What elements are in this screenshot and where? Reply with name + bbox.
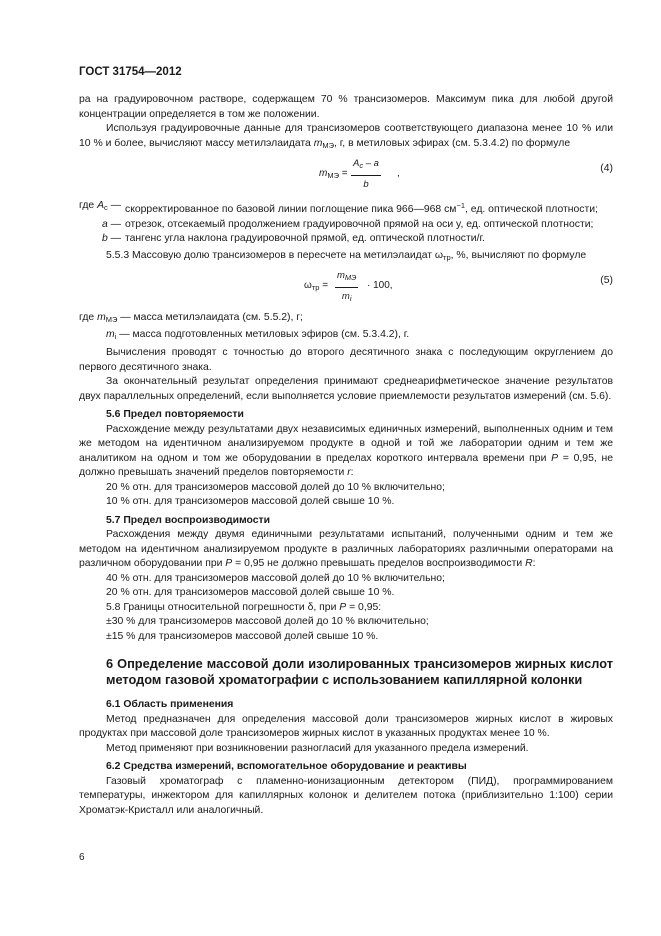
paragraph: [79, 122, 613, 153]
formula-lhs: [319, 167, 348, 184]
variable: m: [319, 168, 328, 179]
variable: m: [97, 312, 106, 323]
document-body: [79, 93, 613, 818]
paragraph: Метод предназначен для определения массовой доли трансизомеров жирных кислот в жировых продуктах при массовой доле трансизомеров жирных кислот в указанных продуктах менее 10 %.: [79, 713, 613, 739]
term-prefix: где: [79, 200, 98, 211]
fraction-numerator: [351, 157, 381, 176]
paragraph-text: 5.8 Границы относительной погрешности δ, при: [106, 601, 340, 613]
variable: m: [106, 328, 115, 340]
definition-description: [125, 199, 613, 218]
chapter-heading: 6 Определение массовой доли изолированных трансизомеров жирных кислот методом газовой хроматографии с использованием капиллярной колонки: [106, 656, 613, 687]
variable: P: [225, 558, 233, 569]
variable: ω: [434, 249, 444, 261]
variable-subscript: c: [104, 203, 108, 212]
definition-term: [79, 199, 125, 218]
paragraph-text: :: [532, 558, 536, 569]
description-text: скорректированное по базовой линии поглощение пика 966—968 см: [125, 204, 457, 215]
variable: A: [353, 158, 360, 169]
variable: a: [101, 218, 108, 230]
term-dash: —: [107, 218, 121, 230]
formula-lhs: [304, 279, 328, 296]
variable: P: [339, 601, 347, 613]
variable: b: [101, 233, 108, 244]
definition-term: [79, 218, 125, 233]
paragraph-text: Расхождение между результатами двух независимых единичных измерений, выполненных одним и тем же методом на идентичном анализируемом продукте в одной и той же лаборатории одним и тем же аналитиком на одном и том же оборудовании в пределах короткого интервала времени при: [79, 423, 613, 464]
formula-4: [79, 157, 613, 197]
term-dash: —: [107, 233, 121, 244]
definition-term: [79, 232, 125, 247]
variable-subscript: тр: [311, 283, 320, 292]
paragraph-text: :: [350, 467, 354, 478]
variable-subscript: МЭ: [105, 315, 118, 324]
superscript: −1: [456, 201, 465, 210]
variable-subscript: тр: [443, 252, 451, 262]
definition-row: [79, 311, 613, 328]
paragraph: Газовый хроматограф с пламенно-ионизационным детектором (ПИД), программированием температуры, инжектором для капиллярных колонок и делителем потока (приблизительно 1:100) серии Хроматэк-Кристалл или аналогичный.: [79, 775, 613, 816]
paragraph: ра на градуировочном растворе, содержащем 70 % трансизомеров. Максимум пика для любой другой концентрации определяется в том же положении.: [79, 94, 613, 120]
formula-fraction: [335, 269, 358, 306]
fraction-numerator: [335, 269, 358, 288]
list-item: ±15 % для трансизомеров массовой долей свыше 10 %.: [106, 630, 379, 642]
paragraph-text: , %, вычисляют по формуле: [450, 249, 587, 261]
variable-subscript: МЭ: [344, 273, 357, 282]
description-text: , ед. оптической плотности;: [465, 204, 598, 215]
list-item: 20 % отн. для трансизомеров массовой долей до 10 % включительно;: [106, 481, 445, 493]
variable-subscript: МЭ: [327, 171, 339, 180]
variable: m: [337, 270, 345, 281]
formula-5: [79, 269, 613, 309]
list-item: ±30 % для трансизомеров массовой долей до 10 % включительно;: [106, 616, 429, 627]
paragraph: Вычисления проводят с точностью до второго десятичного знака с последующим округлением до первого десятичного знака.: [79, 347, 613, 373]
variable: R: [525, 558, 533, 569]
variable-subscript: c: [359, 161, 364, 170]
formula-trail: ,: [397, 168, 400, 179]
fraction-denominator: b: [363, 178, 369, 190]
paragraph-text: 5.5.3 Массовую долю трансизомеров в пересчете на метилэлаидат: [106, 249, 435, 261]
variable-subscript: i: [349, 293, 352, 303]
section-heading: 6.1 Область применения: [106, 699, 234, 710]
term-prefix: где: [79, 312, 98, 323]
equals-sign: =: [341, 168, 348, 179]
variable: P: [551, 452, 559, 464]
paragraph-text: Используя градуировочные данные для трансизомеров соответствующего диапазона менее 10 % или 10 % и более, вычисляют массу метилэлаидата: [79, 123, 613, 149]
definition-row: [79, 232, 613, 247]
section-heading: 5.6 Предел повторяемости: [106, 409, 244, 420]
section-heading: 6.2 Средства измерений, вспомогательное оборудование и реактивы: [106, 761, 467, 772]
paragraph: Метод применяют при возникновении разногласий для указанного предела измерений.: [106, 742, 529, 754]
definition-description: тангенс угла наклона градуировочной прямой, ед. оптической плотности/г.: [125, 233, 485, 244]
variable: A: [97, 200, 104, 211]
paragraph: [79, 423, 613, 481]
section-heading: 5.7 Предел воспроизводимости: [106, 514, 271, 526]
paragraph-text: , г, в метиловых эфирах (см. 5.3.4.2) по формуле: [334, 137, 571, 149]
page-number: 6: [79, 852, 85, 863]
list-item: 40 % отн. для трансизомеров массовой долей до 10 % включительно;: [106, 572, 445, 584]
formula-fraction: [351, 157, 381, 192]
formula-number: (5): [600, 275, 613, 286]
definition-description: — масса подготовленных метиловых эфиров (см. 5.3.4.2), г.: [116, 328, 410, 340]
paragraph-text: = 0,95, не должно превышать значений пределов повторяемости: [79, 452, 613, 478]
list-item: 20 % отн. для трансизомеров массовой долей свыше 10 %.: [106, 587, 395, 598]
variable: m: [313, 137, 323, 149]
definitions-list: [79, 199, 613, 247]
variable-subscript: i: [114, 331, 117, 341]
paragraph-text: Расхождения между двумя единичными результатами испытаний, полученными одним и тем же методом на идентичном анализируемом продукте в различных лабораториях различными операторами на различном оборудовании при: [79, 529, 613, 569]
numerator-tail: – a: [363, 158, 379, 169]
fraction-denominator: [335, 288, 358, 307]
variable: ω: [304, 280, 312, 291]
list-item: 10 % отн. для трансизомеров массовой долей свыше 10 %.: [106, 496, 395, 507]
variable: m: [341, 290, 350, 302]
equals-sign: =: [322, 280, 329, 291]
formula-trail: · 100,: [367, 280, 393, 291]
definitions-list: [79, 311, 613, 344]
definition-row: [79, 328, 613, 345]
paragraph: [79, 249, 613, 266]
definition-description: — масса метилэлаидата (см. 5.5.2), г;: [117, 312, 303, 323]
variable-subscript: МЭ: [322, 140, 334, 150]
paragraph: [79, 528, 613, 572]
paragraph: За окончательный результат определения принимают среднеарифметическое значение результатов двух параллельных определений, если выполняется условие приемлемости результатов измерений (см. 5.6).: [79, 376, 613, 402]
variable: r: [347, 467, 351, 478]
definition-row: [79, 199, 613, 218]
formula-number: (4): [600, 163, 613, 174]
term-dash: —: [107, 200, 122, 211]
paragraph-text: = 0,95 не должно превышать пределов воспроизводимости: [232, 558, 526, 569]
paragraph: [79, 601, 613, 616]
document-header: ГОСТ 31754—2012: [79, 66, 182, 78]
definition-description: отрезок, отсекаемый продолжением градуировочной прямой на оси y, ед. оптической плотности;: [125, 218, 594, 230]
definition-row: [79, 218, 613, 233]
paragraph-text: = 0,95:: [346, 601, 382, 613]
